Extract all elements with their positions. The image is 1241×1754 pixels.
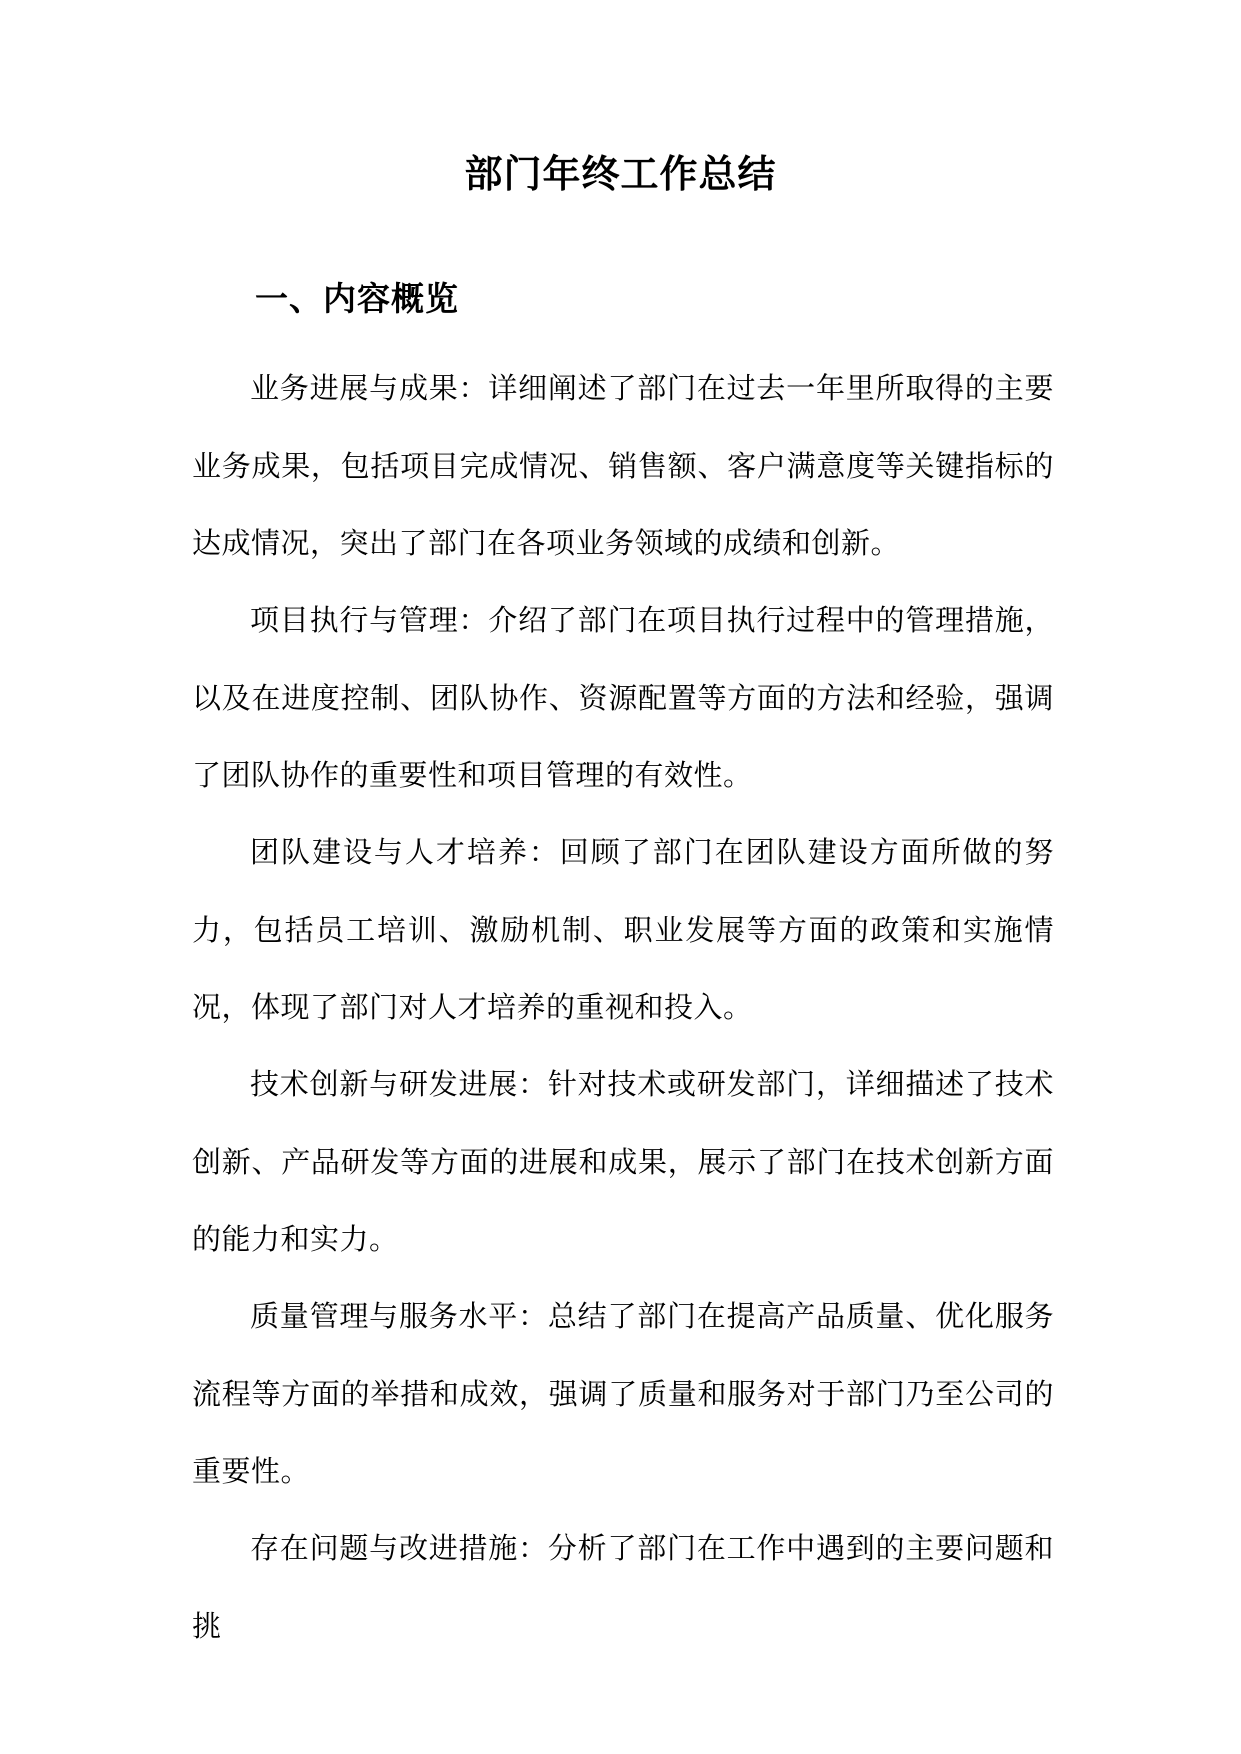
paragraph-team-building: 团队建设与人才培养：回顾了部门在团队建设方面所做的努力，包括员工培训、激励机制、职业发展等方面的政策和实施情况，体现了部门对人才培养的重视和投入。 [192, 835, 1054, 1024]
paragraph-tech-innovation: 技术创新与研发进展：针对技术或研发部门，详细描述了技术创新、产品研发等方面的进展和成果，展示了部门在技术创新方面的能力和实力。 [192, 1067, 1054, 1256]
document-title: 部门年终工作总结 [464, 151, 777, 196]
paragraph-issues-improvements: 存在问题与改进措施：分析了部门在工作中遇到的主要问题和挑 [192, 1531, 1054, 1643]
paragraph-project-management: 项目执行与管理：介绍了部门在项目执行过程中的管理措施，以及在进度控制、团队协作、资源配置等方面的方法和经验，强调了团队协作的重要性和项目管理的有效性。 [192, 603, 1054, 792]
paragraph-quality-service: 质量管理与服务水平：总结了部门在提高产品质量、优化服务流程等方面的举措和成效，强调了质量和服务对于部门乃至公司的重要性。 [192, 1299, 1054, 1488]
section-heading: 一、内容概览 [255, 279, 459, 318]
paragraph-business-progress: 业务进展与成果：详细阐述了部门在过去一年里所取得的主要业务成果，包括项目完成情况、销售额、客户满意度等关键指标的达成情况，突出了部门在各项业务领域的成绩和创新。 [192, 371, 1054, 560]
